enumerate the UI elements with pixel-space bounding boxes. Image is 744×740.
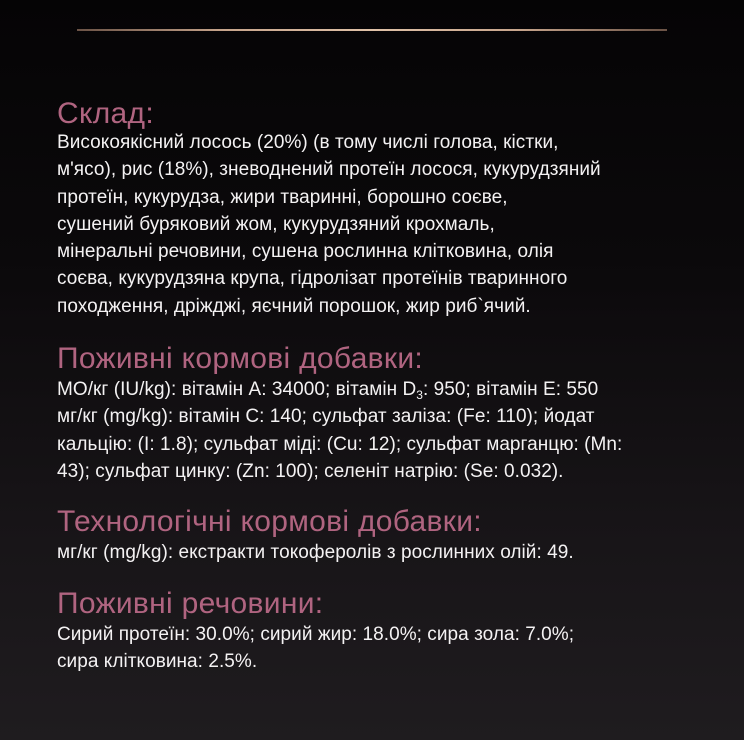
nutrients-text xyxy=(57,621,729,676)
composition-line: сушений буряковий жом, кукурудзяний крохмаль, xyxy=(57,213,495,235)
ingredients-panel xyxy=(57,97,729,675)
technological-additives-section xyxy=(57,505,729,566)
composition-line: мінеральні речовини, сушена рослинна клітковина, олія xyxy=(57,241,554,263)
nutritional-additives-text xyxy=(57,376,729,485)
composition-line: походження, дріжджі, яєчний порошок, жир риб`ячий. xyxy=(57,295,531,317)
nutrients-section xyxy=(57,587,729,676)
top-divider xyxy=(77,29,667,31)
vitamin-d-subscript: 3 xyxy=(416,388,423,403)
technological-additives-heading: Технологічні кормові добавки: xyxy=(57,505,482,539)
composition-line: м'ясо), рис (18%), зневоднений протеїн лосося, кукурудзяний xyxy=(57,159,601,181)
composition-line: соєва, кукурудзяна крупа, гідролізат протеїнів тваринного xyxy=(57,268,568,290)
nutritional-additives-line: кальцію: (I: 1.8); сульфат міді: (Cu: 12); сульфат марганцю: (Mn: xyxy=(57,433,623,455)
nutritional-additives-line: мг/кг (mg/kg): вітамін С: 140; сульфат заліза: (Fe: 110); йодат xyxy=(57,406,595,428)
nutritional-additives-line: 43); сульфат цинку: (Zn: 100); селеніт натрію: (Se: 0.032). xyxy=(57,460,564,482)
nutritional-additives-heading: Поживні кормові добавки: xyxy=(57,342,424,376)
composition-section xyxy=(57,97,729,320)
vitamin-text: : 950; вітамін Е: 550 xyxy=(423,379,599,401)
technological-additives-text xyxy=(57,539,729,566)
nutrients-line: Сирий протеїн: 30.0%; сирий жир: 18.0%; сира зола: 7.0%; xyxy=(57,623,575,645)
vitamin-text: МО/кг (IU/kg): вітамін А: 34000; вітамін D xyxy=(57,379,417,401)
nutritional-additives-line xyxy=(57,376,729,403)
nutritional-additives-section xyxy=(57,342,729,485)
composition-heading: Склад: xyxy=(57,97,154,130)
composition-line: Високоякісний лосось (20%) (в тому числі голова, кістки, xyxy=(57,132,559,153)
composition-text xyxy=(57,129,729,320)
technological-additives-line: мг/кг (mg/kg): екстракти токоферолів з рослинних олій: 49. xyxy=(57,542,574,564)
nutrients-heading: Поживні речовини: xyxy=(57,586,324,620)
composition-line: протеїн, кукурудза, жири тваринні, борошно соєве, xyxy=(57,186,508,208)
nutrients-line: сира клітковина: 2.5%. xyxy=(57,650,258,672)
